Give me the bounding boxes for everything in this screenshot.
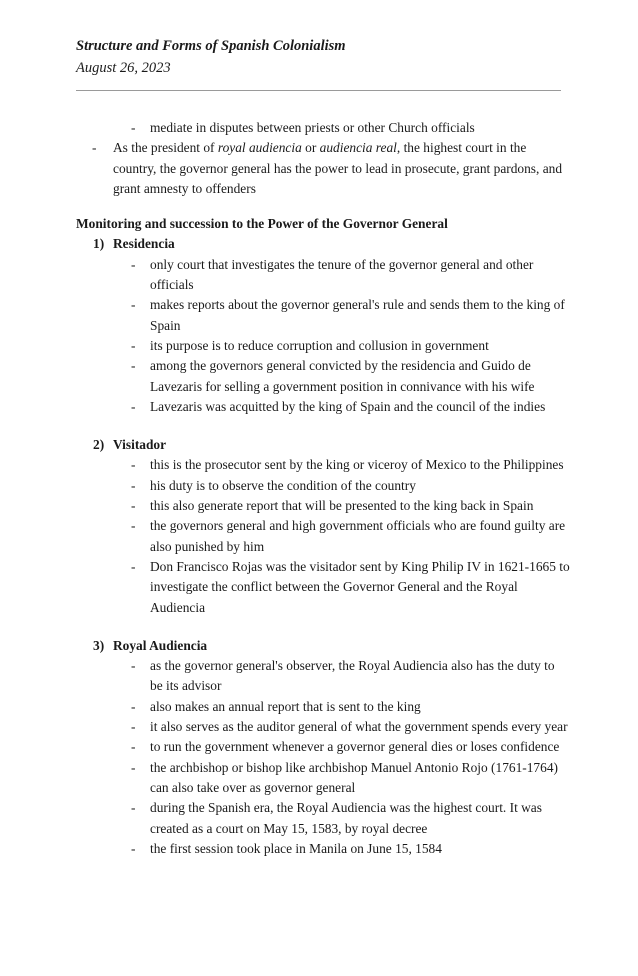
list-item (0, 798, 638, 839)
list-item (0, 397, 638, 417)
document-body (0, 118, 638, 859)
section-gap (0, 417, 638, 435)
list-item-text: this also generate report that will be presented to the king back in Spain (150, 498, 534, 514)
subsection-heading (0, 234, 638, 254)
bullet-dash: - (131, 759, 136, 775)
list-item-text: also makes an annual report that is sent to the king (150, 698, 421, 714)
list-item (0, 758, 638, 799)
bullet-dash: - (92, 140, 97, 156)
subsection-heading (0, 435, 638, 455)
bullet-dash: - (131, 719, 136, 735)
list-item (0, 118, 638, 138)
text-run: , the highest court in the country, the governor general has the power to lead in prosecute, grant pardons, and grant amnesty to offenders (113, 140, 563, 196)
list-item-text: its purpose is to reduce corruption and collusion in government (150, 337, 489, 353)
list-item (0, 737, 638, 757)
bullet-dash: - (131, 800, 136, 816)
list-item-text: mediate in disputes between priests or other Church officials (150, 120, 475, 135)
list-item (0, 557, 638, 618)
list-item-text: only court that investigates the tenure of the governor general and other officials (150, 256, 534, 293)
bullet-dash: - (131, 518, 136, 534)
document-title: Structure and Forms of Spanish Colonialism (76, 38, 346, 54)
subsection-title: Royal Audiencia (113, 637, 208, 653)
list-item-text: the first session took place in Manila on June 15, 1584 (150, 840, 442, 856)
bullet-dash: - (131, 558, 136, 574)
list-item (0, 496, 638, 516)
list-item-text: it also serves as the auditor general of what the government spends every year (150, 719, 568, 735)
list-item-text: during the Spanish era, the Royal Audiencia was the highest court. It was created as a court on May 15, 1583, by royal decree (150, 800, 542, 836)
bullet-dash: - (131, 337, 136, 353)
list-item (0, 356, 638, 397)
section-gap (0, 618, 638, 636)
list-item (0, 717, 638, 737)
subsection-list (0, 234, 638, 859)
list-item-text: his duty is to observe the condition of the country (150, 477, 416, 493)
section-heading: Monitoring and succession to the Power of the Governor General (76, 216, 448, 232)
bullet-dash: - (131, 297, 136, 313)
subsection-number: 3) (93, 637, 105, 653)
list-item (0, 476, 638, 496)
italic-term: royal audiencia (217, 140, 302, 156)
list-item (0, 255, 638, 296)
document-date: August 26, 2023 (76, 60, 171, 76)
subsection-heading (0, 636, 638, 656)
bullet-dash: - (131, 256, 136, 272)
list-item-text: the archbishop or bishop like archbishop Manuel Antonio Rojo (1761-1764) can also take over as governor general (150, 759, 558, 795)
list-item (0, 295, 638, 336)
list-item-text: this is the prosecutor sent by the king or viceroy of Mexico to the Philippines (150, 457, 564, 473)
subsection-title: Visitador (113, 437, 167, 453)
list-item (0, 697, 638, 717)
bullet-dash: - (131, 477, 136, 493)
list-item-text: among the governors general convicted by the residencia and Guido de Lavezaris for selling a government position in connivance with his wife (150, 358, 535, 394)
list-item (0, 455, 638, 475)
bullet-dash: - (131, 398, 136, 414)
header-divider (76, 90, 561, 91)
list-item-text: the governors general and high government officials who are found guilty are also punished by him (150, 518, 566, 554)
list-item (0, 138, 638, 199)
list-item-text: to run the government whenever a governor general dies or loses confidence (150, 739, 560, 755)
subsection-title: Residencia (113, 236, 175, 252)
list-item (0, 839, 638, 859)
italic-term: audiencia real (319, 140, 397, 156)
list-item (0, 656, 638, 697)
text-run: or (301, 140, 320, 156)
subsection-number: 2) (93, 437, 105, 453)
list-item-text: Don Francisco Rojas was the visitador sent by King Philip IV in 1621-1665 to investigate the conflict between the Governor General and the Royal Audiencia (150, 558, 570, 615)
list-item-text: Lavezaris was acquitted by the king of Spain and the council of the indies (150, 398, 546, 414)
bullet-dash: - (131, 658, 136, 674)
subsection-number: 1) (93, 236, 105, 252)
bullet-dash: - (131, 840, 136, 856)
list-item-text: as the governor general's observer, the Royal Audiencia also has the duty to be its advisor (150, 658, 555, 694)
list-item (0, 516, 638, 557)
bullet-dash: - (131, 698, 136, 714)
text-run: As the president of (113, 140, 218, 156)
list-item (0, 336, 638, 356)
bullet-dash: - (131, 457, 136, 473)
bullet-dash: - (131, 739, 136, 755)
list-item-text (113, 138, 568, 199)
bullet-dash: - (131, 120, 136, 135)
bullet-dash: - (131, 358, 136, 374)
bullet-dash: - (131, 498, 136, 514)
list-item-text: makes reports about the governor general's rule and sends them to the king of Spain (150, 297, 565, 333)
